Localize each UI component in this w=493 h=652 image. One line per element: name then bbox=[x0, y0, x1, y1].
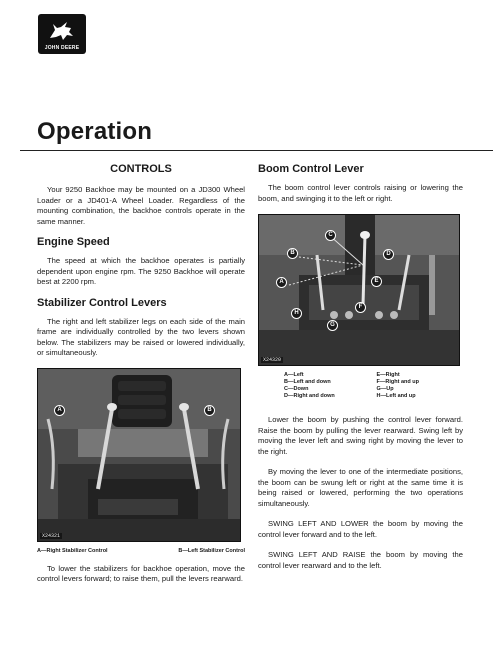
caption-left-stabilizer: B—Left Stabilizer Control bbox=[178, 547, 245, 554]
boom-lever-photo bbox=[258, 214, 460, 366]
right-column bbox=[258, 163, 463, 581]
swing-left-raise-paragraph: SWING LEFT AND RAISE the boom by moving the control lever rearward and to the left. bbox=[258, 550, 463, 570]
title-rule bbox=[20, 150, 493, 151]
caption-right-stabilizer: A—Right Stabilizer Control bbox=[37, 547, 108, 554]
controls-paragraph: Your 9250 Backhoe may be mounted on a JD300 Wheel Loader or a JD401-A Wheel Loader. Regardless of the mounting combination, the backhoe controls operate in the same manner. bbox=[37, 185, 245, 226]
swing-left-lower-paragraph: SWING LEFT AND LOWER the boom by moving the control lever forward and to the left. bbox=[258, 519, 463, 539]
boom-intro-paragraph: The boom control lever controls raising or lowering the boom, and swinging it to the left or right. bbox=[258, 183, 463, 203]
callout-h: H bbox=[291, 308, 302, 319]
callout-a: A bbox=[54, 405, 65, 416]
callout-c: C bbox=[325, 230, 336, 241]
deer-icon bbox=[47, 18, 77, 44]
legend-item: D—Right and down bbox=[284, 393, 335, 399]
legend-item: A—Left bbox=[284, 372, 304, 378]
callout-e: E bbox=[371, 276, 382, 287]
left-column bbox=[37, 163, 245, 594]
legend-item: F—Right and up bbox=[376, 379, 419, 385]
callout-g: G bbox=[327, 320, 338, 331]
stabilizer-photo-illustration bbox=[38, 369, 240, 541]
controls-heading: CONTROLS bbox=[110, 163, 172, 175]
intermediate-positions-paragraph: By moving the lever to one of the intermediate positions, the boom can be swung left or right at the same time it is being raised or lowered, performing the two operations simultaneously. bbox=[258, 467, 463, 508]
page-title: Operation bbox=[37, 118, 153, 145]
stabilizer-paragraph: The right and left stabilizer legs on each side of the main frame are individually controlled by the two levers shown below. The stabilizers may be raised or lowered individually, or simultaneously. bbox=[37, 316, 245, 357]
legend-item: G—Up bbox=[376, 386, 394, 392]
stabilizer-caption bbox=[37, 548, 245, 554]
callout-f: F bbox=[355, 302, 366, 313]
engine-speed-paragraph: The speed at which the backhoe operates is partially dependent upon engine rpm. The 9250 Backhoe will operate best at 2200 rpm. bbox=[37, 256, 245, 286]
legend-item: B—Left and down bbox=[284, 379, 331, 385]
logo-text: JOHN DEERE bbox=[44, 45, 80, 51]
boom-control-heading: Boom Control Lever bbox=[258, 163, 364, 175]
legend-item: H—Left and up bbox=[376, 393, 416, 399]
boom-photo-illustration bbox=[259, 215, 459, 365]
boom-figure-code: X24320 bbox=[263, 357, 282, 363]
callout-b-boom: B bbox=[287, 248, 298, 259]
lower-raise-paragraph: Lower the boom by pushing the control lever forward. Raise the boom by pulling the lever rearward. Swing left by moving the lever left and swing right by moving the lever to the right. bbox=[258, 415, 463, 456]
legend-item: E—Right bbox=[376, 372, 400, 378]
stabilizer-levers-photo bbox=[37, 368, 241, 542]
callout-a-boom: A bbox=[276, 277, 287, 288]
figure-code: X24321 bbox=[42, 532, 61, 539]
lower-stabilizers-paragraph: To lower the stabilizers for backhoe operation, move the control levers forward; to raise them, pull the levers rearward. bbox=[37, 563, 245, 583]
stabilizer-heading: Stabilizer Control Levers bbox=[37, 296, 167, 309]
legend-item: C—Down bbox=[284, 386, 309, 392]
callout-b: B bbox=[204, 405, 215, 416]
callout-d: D bbox=[383, 249, 394, 260]
engine-speed-heading: Engine Speed bbox=[37, 236, 110, 248]
boom-legend bbox=[258, 372, 463, 399]
john-deere-logo bbox=[38, 14, 86, 54]
